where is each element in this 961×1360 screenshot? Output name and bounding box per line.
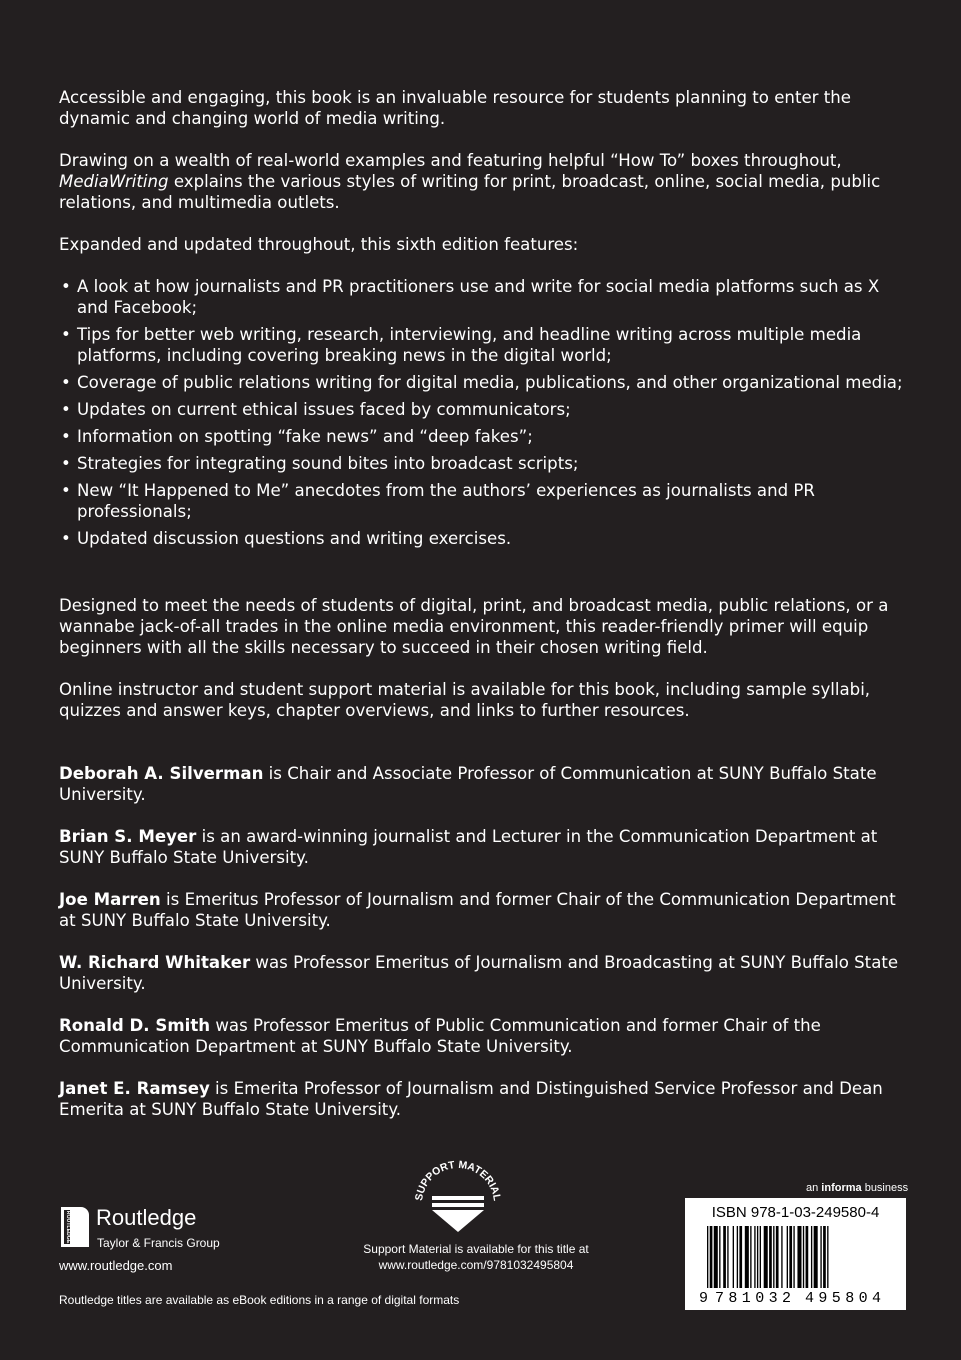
author-name: Deborah A. Silverman <box>59 764 264 783</box>
feature-item: • Updated discussion questions and writing exercises. <box>59 528 909 549</box>
author-name: Janet E. Ramsey <box>59 1079 210 1098</box>
author-bio <box>59 889 909 931</box>
informa-name: informa <box>821 1182 862 1194</box>
feature-item: • Coverage of public relations writing for digital media, publications, and other organizational media; <box>59 372 909 393</box>
routledge-logo-text: ROUTLEDGE <box>65 1210 71 1244</box>
author-description: is Emerita Professor of Journalism and Distinguished Service Professor and Dean Emerita at SUNY Buffalo State University. <box>59 1079 883 1119</box>
author-description: is Chair and Associate Professor of Communication at SUNY Buffalo State University. <box>59 764 877 804</box>
routledge-logo-icon <box>59 1205 91 1249</box>
svg-text:SUPPORT MATERIAL <box>413 1160 503 1202</box>
feature-item: • Tips for better web writing, research, interviewing, and headline writing across multiple media platforms, including covering breaking news in the digital world; <box>59 324 909 366</box>
isbn-number: ISBN 978-1-03-249580-4 <box>711 1204 880 1221</box>
barcode-digits-right: 495804 <box>805 1290 881 1304</box>
informa-suffix: business <box>861 1182 909 1194</box>
publisher-name: Routledge <box>96 1205 197 1230</box>
feature-item: • New “It Happened to Me” anecdotes from the authors’ experiences as journalists and PR professionals; <box>59 480 909 522</box>
author-description: was Professor Emeritus of Journalism and Broadcasting at SUNY Buffalo State University. <box>59 953 899 993</box>
support-material-icon <box>408 1160 508 1234</box>
barcode-digit-first: 9 <box>699 1290 709 1304</box>
intro-p2-before: Drawing on a wealth of real-world examples and featuring helpful “How To” boxes throughout, <box>59 151 842 170</box>
outro-paragraph-2: Online instructor and student support material is available for this book, including sample syllabi, quizzes and answer keys, chapter overviews, and links to further resources. <box>59 680 871 720</box>
ebook-note: Routledge titles are available as eBook editions in a range of digital formats <box>59 1293 460 1307</box>
author-description: is an award-winning journalist and Lecturer in the Communication Department at SUNY Buffalo State University. <box>59 827 878 867</box>
barcode-digits-left: 781032 <box>715 1290 791 1304</box>
informa-business <box>806 1182 908 1194</box>
feature-item: • A look at how journalists and PR practitioners use and write for social media platforms such as X and Facebook; <box>59 276 909 318</box>
publisher-group: Taylor & Francis Group <box>97 1236 220 1250</box>
intro-paragraph-3: Expanded and updated throughout, this sixth edition features: <box>59 235 579 254</box>
intro-p2-after: explains the various styles of writing for print, broadcast, online, social media, public relations, and multimedia outlets. <box>59 172 881 212</box>
feature-item: • Updates on current ethical issues faced by communicators; <box>59 399 909 420</box>
author-bio <box>59 826 909 868</box>
author-bio <box>59 763 909 805</box>
book-title: MediaWriting <box>59 172 169 191</box>
isbn-barcode <box>685 1198 906 1310</box>
intro-paragraph-1: Accessible and engaging, this book is an invaluable resource for students planning to enter the dynamic and changing world of media writing. <box>59 88 851 128</box>
feature-list <box>59 276 909 555</box>
author-bio <box>59 1015 909 1057</box>
feature-item: • Strategies for integrating sound bites into broadcast scripts; <box>59 453 909 474</box>
support-badge-text: SUPPORT MATERIAL <box>413 1160 503 1202</box>
support-material-url[interactable]: www.routledge.com/9781032495804 <box>378 1258 574 1272</box>
author-name: Brian S. Meyer <box>59 827 197 846</box>
author-name: Joe Marren <box>59 890 161 909</box>
publisher-url[interactable]: www.routledge.com <box>59 1258 173 1273</box>
author-bio <box>59 952 909 994</box>
author-name: Ronald D. Smith <box>59 1016 211 1035</box>
barcode-icon <box>695 1226 896 1304</box>
support-material-text: Support Material is available for this title at <box>363 1242 589 1256</box>
author-description: was Professor Emeritus of Public Communication and former Chair of the Communication Department at SUNY Buffalo State University. <box>59 1016 821 1056</box>
author-bio <box>59 1078 909 1120</box>
intro-paragraph-2 <box>59 150 909 213</box>
outro-paragraph-1: Designed to meet the needs of students of digital, print, and broadcast media, public relations, or a wannabe jack-of-all trades in the online media environment, this reader-friendly primer will equip beginners with all the skills necessary to succeed in their chosen writing field. <box>59 596 889 657</box>
informa-prefix: an <box>806 1182 822 1194</box>
author-name: W. Richard Whitaker <box>59 953 251 972</box>
author-description: is Emeritus Professor of Journalism and former Chair of the Communication Department at SUNY Buffalo State University. <box>59 890 896 930</box>
feature-item: • Information on spotting “fake news” and “deep fakes”; <box>59 426 909 447</box>
